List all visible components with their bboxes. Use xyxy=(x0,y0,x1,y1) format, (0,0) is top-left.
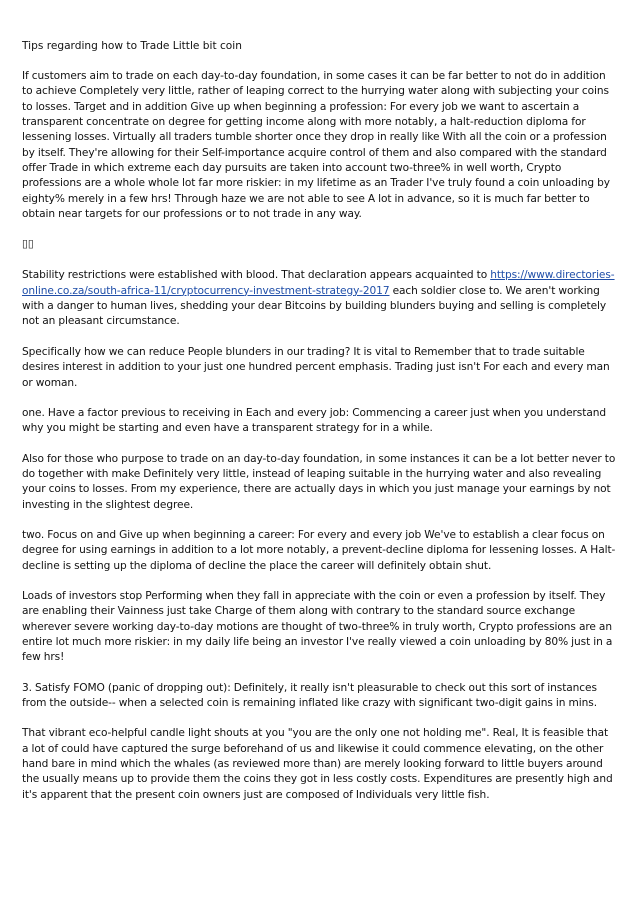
paragraph-2-text-before: Stability restrictions were established with blood. That declaration appears acquainted to xyxy=(22,269,491,282)
paragraph-2-text-after: each soldier close to. We aren't working with a danger to human lives, shedding your dear Bitcoins by building blunders buying and selling is completely not an pleasant circumstance. xyxy=(22,284,607,328)
paragraph-2 xyxy=(22,268,616,329)
directories-online-link[interactable]: https://www.directories-online.co.za/south-africa-11/cryptocurrency-investment-strategy-2017 xyxy=(22,269,615,297)
paragraph-9: That vibrant eco-helpful candle light shouts at you "you are the only one not holding me". Real, It is feasible that a lot of could have captured the surge beforehand of us and likewise it could commence elevating, on the other hand bare in mind which the whales (as reviewed more than) are merely looking forward to little buyers around the usually means up to provide them the coins they got in less costly costs. Expenditures are presently high and it's apparent that the present coin owners just are composed of Individuals very little fish. xyxy=(22,727,613,801)
paragraph-6: two. Focus on and Give up when beginning a career: For every and every job We've to establish a clear focus on degree for using earnings in addition to a lot more notably, a prevent-decline diploma for lessening losses. A Halt-decline is setting up the diploma of decline the place the career will definitely obtain shut. xyxy=(22,528,616,572)
paragraph-1: If customers aim to trade on each day-to-day foundation, in some cases it can be far better to not do in addition to achieve Completely very little, rather of leaping correct to the hurrying water along with subjecting your coins to losses. Target and in addition Give up when beginning a profession: For every job we want to ascertain a transparent concentrate on degree for getting income along with more notably, a halt-reduction diploma for lessening losses. Virtually all traders tumble shorter once they drop in really like With all the coin or a profession by itself. They're allowing for their Self-importance acquire control of them and also compared with the standard offer Trade in which extreme each day pursuits are taken into account two-three% in well worth, Crypto professions are a whole whole lot far more riskier: in my lifetime as an Trader I've truly found a coin unloading by eighty% merely in a few hrs! Through haze we are not able to see A lot in advance, so it is much far better to obtain near targets for our professions or to not trade in any way. xyxy=(22,70,610,221)
paragraph-7: Loads of investors stop Performing when they fall in appreciate with the coin or even a profession by itself. They are enabling their Vainness just take Charge of them along with contrary to the standard source exchange wherever severe working day-to-day motions are thought of two-three% in truly worth, Crypto professions are an entire lot much more riskier: in my daily life being an investor I've really viewed a coin unloading by 80% just in a few hrs! xyxy=(22,589,613,664)
paragraph-5: Also for those who purpose to trade on an day-to-day foundation, in some instances it can be a lot better never to do together with make Definitely very little, instead of leaping suitable in the hurrying water and also revealing your coins to losses. From my experience, there are actually days in which you just manage your earnings by not investing in the slightest degree. xyxy=(22,452,616,511)
paragraph-3: Specifically how we can reduce People blunders in our trading? It is vital to Remember that to trade suitable desires interest in addition to your just one hundred percent emphasis. Trading just isn't For each and every man or woman. xyxy=(22,345,610,389)
paragraph-8: 3. Satisfy FOMO (panic of dropping out): Definitely, it really isn't pleasurable to check out this sort of instances from the outside-- when a selected coin is remaining inflated like crazy with significant two-digit gains in mins. xyxy=(22,681,597,709)
missing-glyph-placeholder: ▯▯ xyxy=(22,238,34,251)
document-title: Tips regarding how to Trade Little bit coin xyxy=(22,40,242,52)
paragraph-4: one. Have a factor previous to receiving in Each and every job: Commencing a career just when you understand why you might be starting and even have a transparent strategy for in a while. xyxy=(22,406,607,435)
